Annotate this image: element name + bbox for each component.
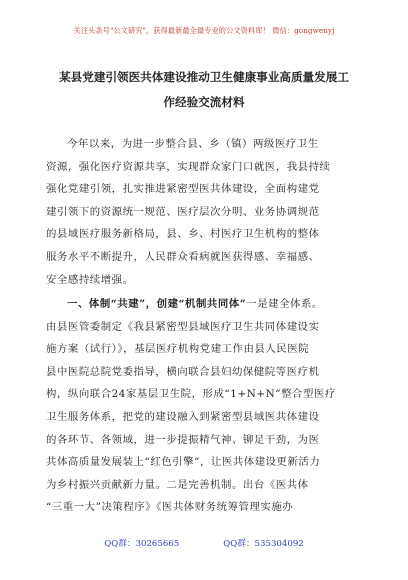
paragraph-line: 强化党建引领，扎实推进紧密型医共体建设，全面构建党	[46, 183, 320, 196]
paragraph-line: 县中医院总院党委指导，横向联合县妇幼保健院等医疗机	[46, 365, 320, 378]
paragraph-line: 今年以来，为进一步整合县、乡（镇）两级医疗卫生	[67, 138, 319, 150]
section-heading: 一、体制“共建”，创建“机制共同体”	[67, 298, 247, 310]
paragraph-line: 构，纵向联合24家基层卫生院，形成“1+N+N”整合型医疗	[46, 388, 336, 401]
paragraph-line: 服务水平不断提升，人民群众看病就医获得感、幸福感、	[46, 250, 320, 263]
paragraph-intro	[46, 133, 362, 291]
paragraph-line: 资源，强化医疗资源共享，实现群众家门口就医，我县持续	[46, 160, 331, 173]
section-one	[46, 293, 362, 519]
paragraph-line: 共体高质量发展装上“红色引擎”，让医共体建设更新活力	[46, 456, 321, 469]
paragraph-line: 的县域医疗服务新格局，县、乡、村医疗卫生机构的整体	[46, 228, 320, 241]
paragraph-line: “三重一大”决策程序》《医共体财务统筹管理实施办	[46, 501, 294, 514]
document-title-line-2: 作经验交流材料	[163, 95, 245, 109]
document-title-line-1: 某县党建引领医共体建设推动卫生健康事业高质量发展工	[59, 70, 349, 84]
paragraph-line: 为乡村振兴贡献新力量。二是完善机制。出台《医共体	[46, 478, 309, 491]
paragraph-line: 安全感持续增强。	[46, 273, 134, 286]
paragraph-line: 施方案（试行）》，基层医疗机构党建工作由县人民医院	[46, 343, 310, 356]
header-promo-note: 关注头条号"公文研究"，获得最新最全最专业的公文资料库！ 微信：gongwenyj	[73, 26, 335, 35]
section-heading-line	[46, 293, 362, 316]
paragraph-line: 由县医管委制定《我县紧密型县域医疗卫生共同体建设实	[46, 320, 320, 333]
paragraph-line: 的各环节、各领域，进一步提振精气神、铆足干劲，为医	[46, 433, 320, 446]
section-heading-tail: 一是建全体系。	[246, 298, 323, 310]
footer-qq-group-1: QQ群：30265665	[104, 539, 180, 549]
footer-qq-group-2: QQ群：535304092	[223, 539, 304, 549]
paragraph-line: 建引领下的资源统一规范、医疗层次分明、业务协调规范	[46, 205, 320, 218]
footer-qq-groups	[0, 537, 408, 549]
paragraph-line: 卫生服务体系，把党的建设融入到紧密型县域医共体建设	[46, 410, 320, 423]
